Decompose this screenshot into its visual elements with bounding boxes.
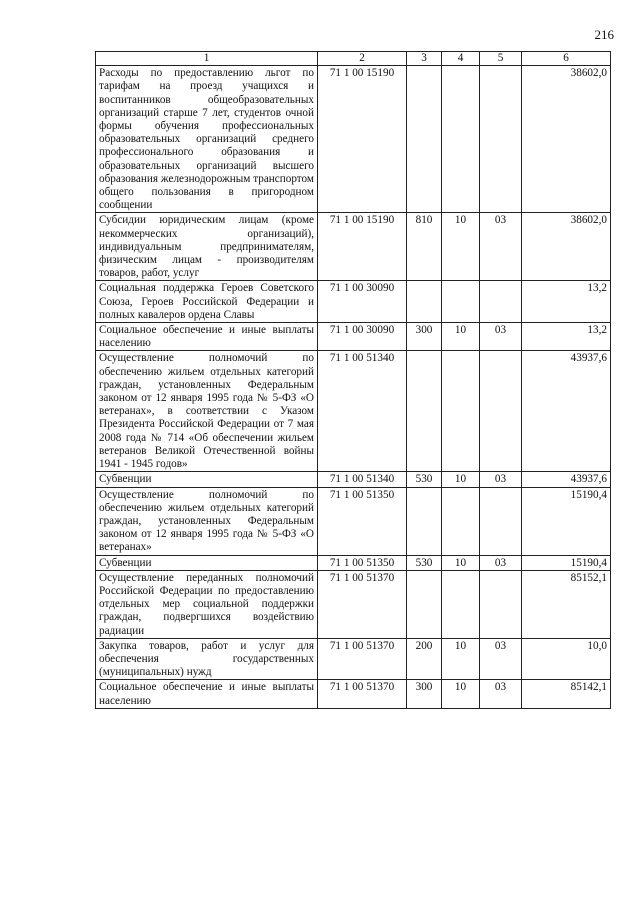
row-amount: 38602,0 [522, 213, 611, 281]
column-header: 6 [522, 52, 611, 66]
row-col5: 03 [480, 680, 522, 708]
row-col3 [407, 66, 442, 213]
row-code: 71 1 00 51370 [318, 638, 407, 680]
row-amount: 43937,6 [522, 351, 611, 472]
row-description: Расходы по предоставлению льгот по тарифам на проезд учащихся и воспитанников общеобразовательных организаций старше 7 лет, студентов очной формы обучения профессиональных образовательных организаций среднего профессионального образования и образовательных организаций высшего образования железнодорожным транспортом общего пользования в пригородном сообщении [96, 66, 318, 213]
row-code: 71 1 00 51370 [318, 570, 407, 638]
table-row [96, 281, 611, 323]
row-code: 71 1 00 51350 [318, 487, 407, 555]
row-description: Закупка товаров, работ и услуг для обеспечения государственных (муниципальных) нужд [96, 638, 318, 680]
row-col5 [480, 281, 522, 323]
row-description: Социальная поддержка Героев Советского Союза, Героев Российской Федерации и полных кавалеров ордена Славы [96, 281, 318, 323]
row-code: 71 1 00 51350 [318, 555, 407, 570]
row-description: Субвенции [96, 472, 318, 487]
row-col3 [407, 281, 442, 323]
row-col3: 300 [407, 680, 442, 708]
row-col4: 10 [442, 638, 480, 680]
row-col4: 10 [442, 680, 480, 708]
table-row [96, 555, 611, 570]
row-col3: 530 [407, 472, 442, 487]
row-col4: 10 [442, 323, 480, 351]
row-description: Социальное обеспечение и иные выплаты населению [96, 323, 318, 351]
budget-table [95, 51, 611, 709]
row-amount: 13,2 [522, 281, 611, 323]
row-description: Социальное обеспечение и иные выплаты населению [96, 680, 318, 708]
row-col3 [407, 570, 442, 638]
row-col4: 10 [442, 213, 480, 281]
row-amount: 13,2 [522, 323, 611, 351]
table-row [96, 323, 611, 351]
row-code: 71 1 00 30090 [318, 323, 407, 351]
row-col4: 10 [442, 555, 480, 570]
row-amount: 15190,4 [522, 555, 611, 570]
column-header: 2 [318, 52, 407, 66]
table-row [96, 66, 611, 213]
table-row [96, 213, 611, 281]
table-row [96, 638, 611, 680]
row-col3: 200 [407, 638, 442, 680]
row-col5: 03 [480, 472, 522, 487]
row-col3: 810 [407, 213, 442, 281]
column-header: 4 [442, 52, 480, 66]
row-col5: 03 [480, 323, 522, 351]
row-col5 [480, 66, 522, 213]
row-code: 71 1 00 51340 [318, 472, 407, 487]
row-col5: 03 [480, 213, 522, 281]
row-amount: 15190,4 [522, 487, 611, 555]
row-col5 [480, 487, 522, 555]
row-col5: 03 [480, 638, 522, 680]
column-header: 3 [407, 52, 442, 66]
table-row [96, 351, 611, 472]
table-row [96, 487, 611, 555]
row-amount: 85142,1 [522, 680, 611, 708]
row-description: Осуществление полномочий по обеспечению жильем отдельных категорий граждан, установленных Федеральным законом от 12 января 1995 года № 5-ФЗ «О ветеранах» [96, 487, 318, 555]
header-row [96, 52, 611, 66]
row-col4 [442, 281, 480, 323]
row-col3 [407, 487, 442, 555]
row-col3: 300 [407, 323, 442, 351]
row-col4 [442, 487, 480, 555]
row-code: 71 1 00 15190 [318, 66, 407, 213]
table-row [96, 680, 611, 708]
row-col4: 10 [442, 472, 480, 487]
row-amount: 43937,6 [522, 472, 611, 487]
row-amount: 38602,0 [522, 66, 611, 213]
row-description: Осуществление переданных полномочий Российской Федерации по предоставлению отдельных мер социальной поддержки граждан, подвергшихся воздействию радиации [96, 570, 318, 638]
page-number: 216 [594, 27, 614, 42]
table-row [96, 570, 611, 638]
row-col3: 530 [407, 555, 442, 570]
row-code: 71 1 00 30090 [318, 281, 407, 323]
row-col3 [407, 351, 442, 472]
row-col5: 03 [480, 555, 522, 570]
row-col4 [442, 66, 480, 213]
row-description: Субсидии юридическим лицам (кроме некоммерческих организаций), индивидуальным предпринимателям, физическим лицам - производителям товаров, работ, услуг [96, 213, 318, 281]
row-col5 [480, 570, 522, 638]
row-col5 [480, 351, 522, 472]
row-col4 [442, 351, 480, 472]
column-header: 5 [480, 52, 522, 66]
row-amount: 10,0 [522, 638, 611, 680]
table-row [96, 472, 611, 487]
row-col4 [442, 570, 480, 638]
row-code: 71 1 00 51370 [318, 680, 407, 708]
row-code: 71 1 00 51340 [318, 351, 407, 472]
row-description: Осуществление полномочий по обеспечению жильем отдельных категорий граждан, установленных Федеральным законом от 12 января 1995 года № 5-ФЗ «О ветеранах», в соответствии с Указом Президента Российской Федерации от 7 мая 2008 года № 714 «Об обеспечении жильем ветеранов Великой Отечественной войны 1941 - 1945 годов» [96, 351, 318, 472]
column-header: 1 [96, 52, 318, 66]
row-code: 71 1 00 15190 [318, 213, 407, 281]
row-description: Субвенции [96, 555, 318, 570]
row-amount: 85152,1 [522, 570, 611, 638]
